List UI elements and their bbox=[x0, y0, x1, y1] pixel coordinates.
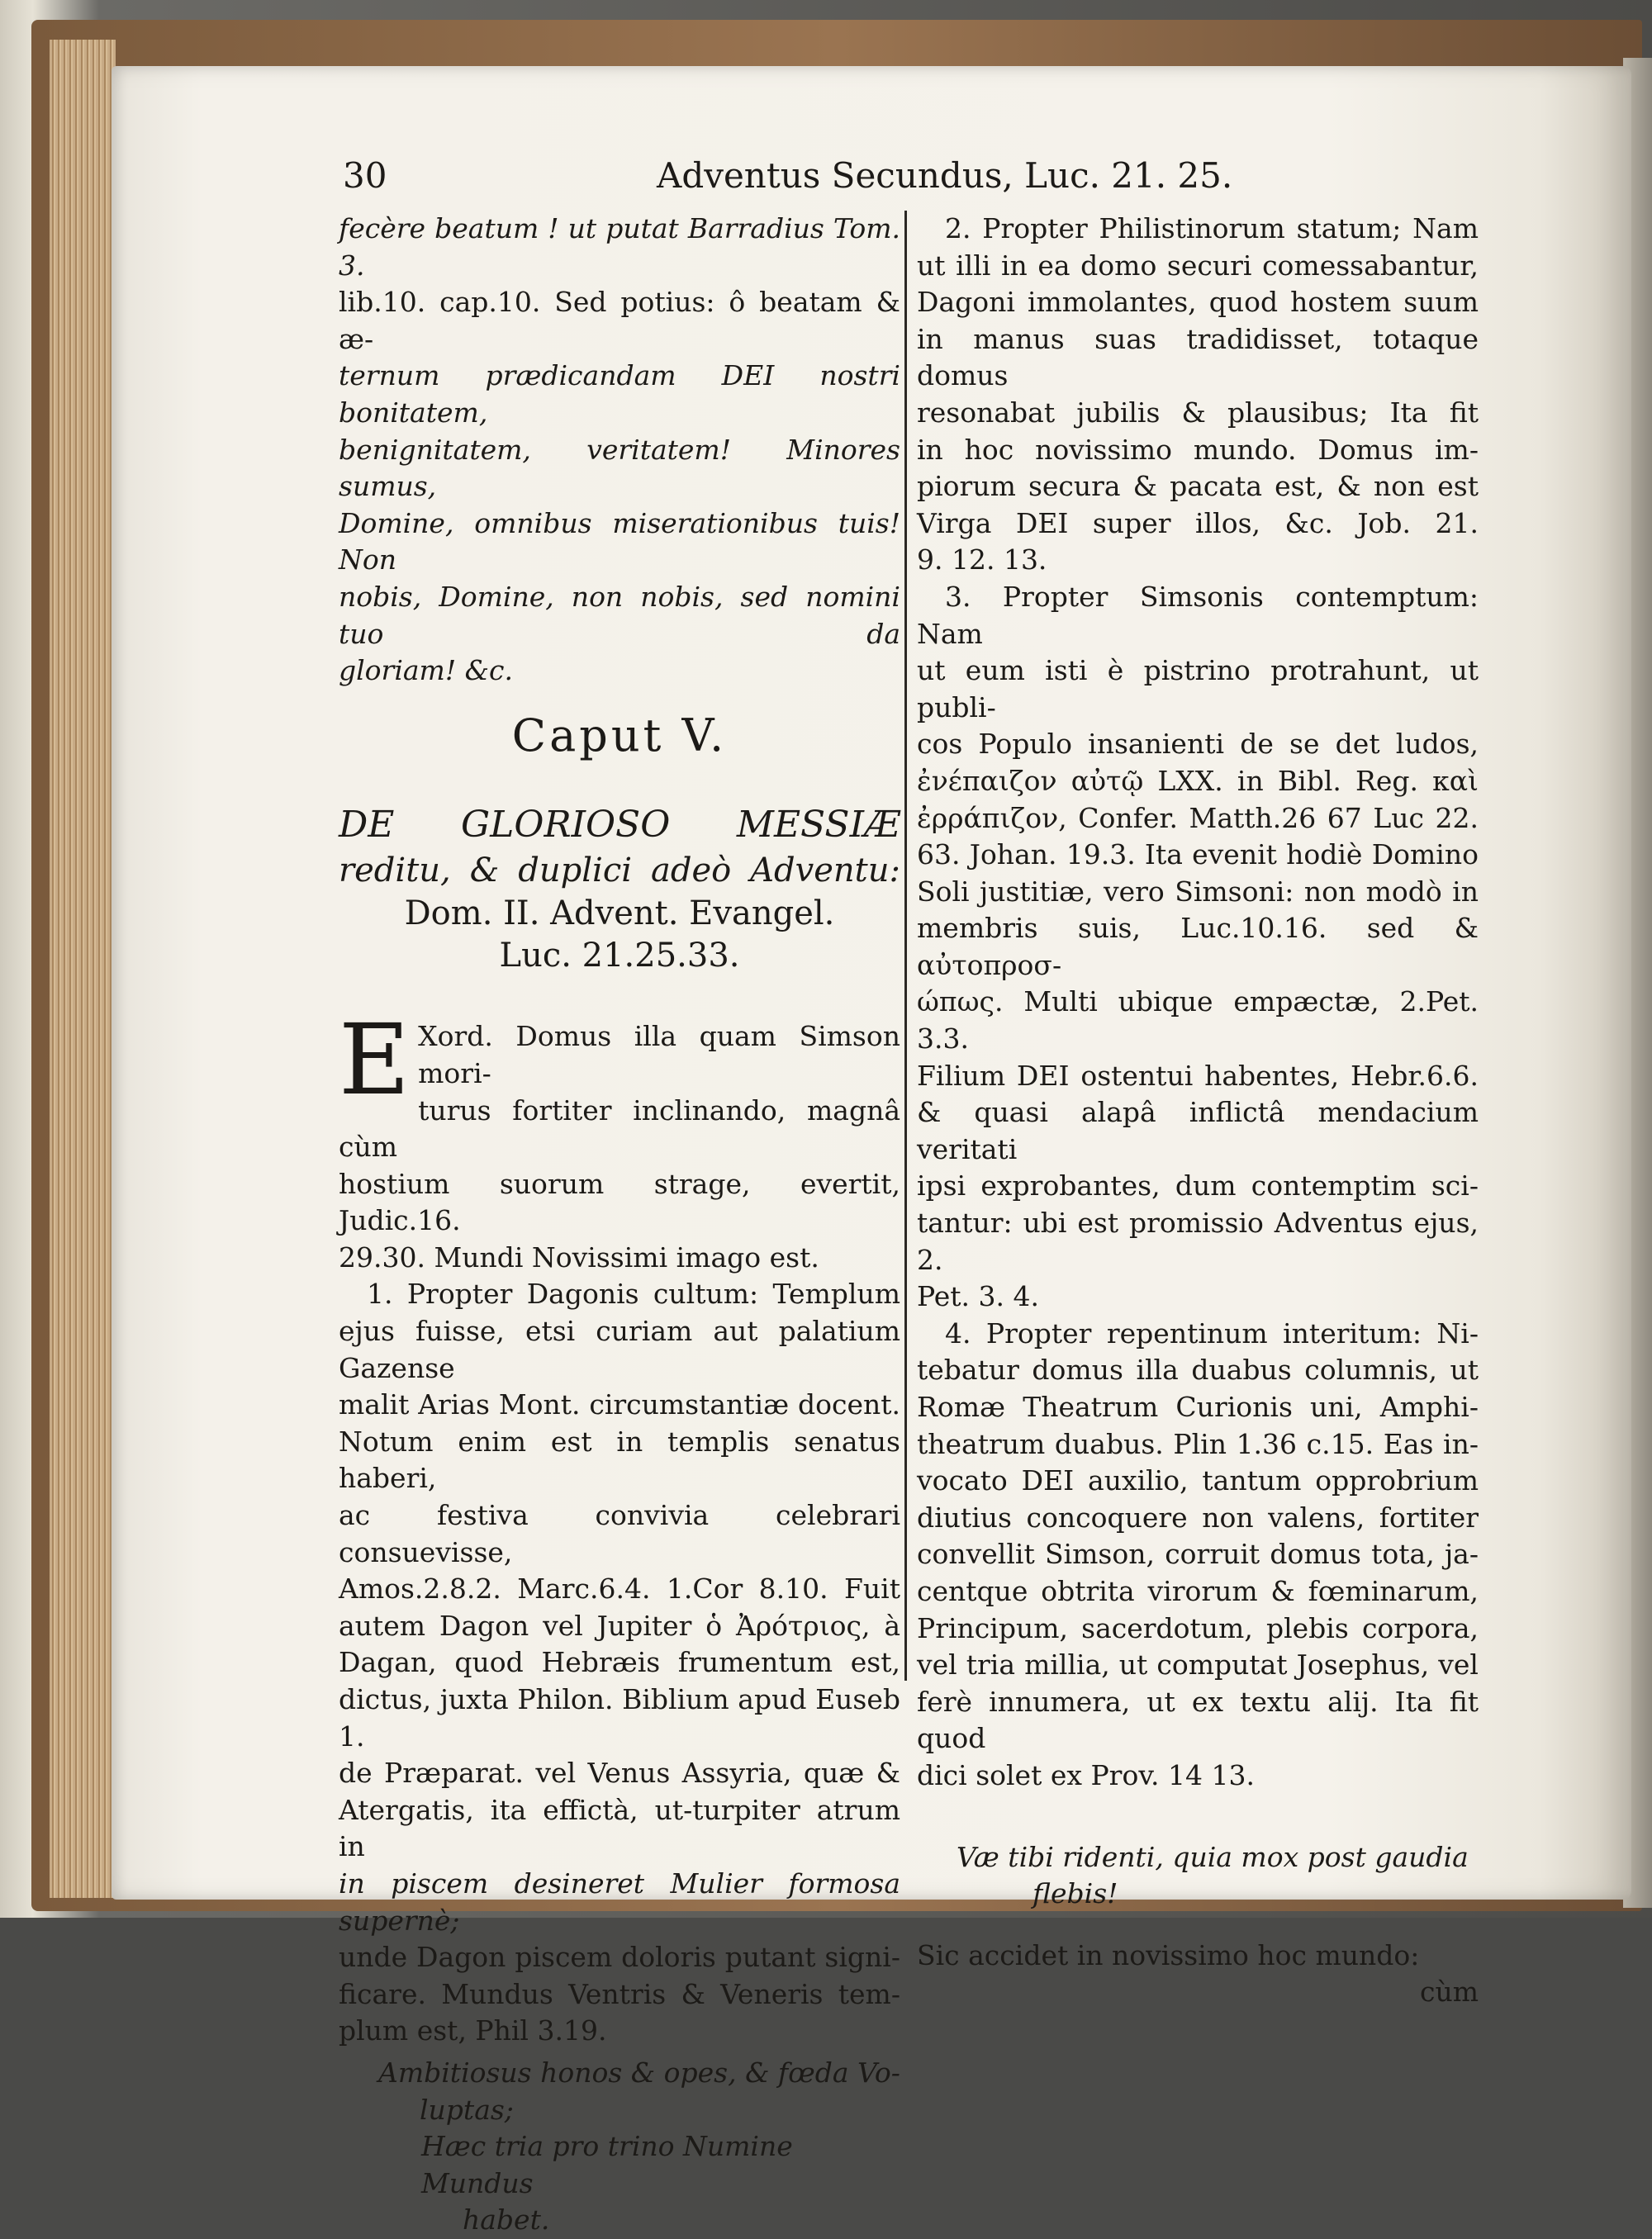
text-line: 4. Propter repentinum interitum: Ni- bbox=[945, 1316, 1479, 1350]
left-column bbox=[339, 211, 900, 2239]
text-line: Virga DEI super illos, &c. Job. 21. bbox=[917, 506, 1479, 539]
text-line: tebatur domus illa duabus columnis, ut bbox=[917, 1354, 1479, 1387]
text-line: diutius concoquere non valens, fortiter bbox=[917, 1501, 1479, 1534]
text-line: ficare. Mundus Ventris & Veneris tem- bbox=[339, 1977, 900, 2010]
chapter-title-line: reditu, & duplici adeò Adventu: bbox=[339, 851, 900, 890]
text-line: membris suis, Luc.10.16. sed & αὐτοπροσ- bbox=[917, 912, 1479, 981]
text-line: lib.10. cap.10. Sed potius: ô beatam & æ- bbox=[339, 286, 900, 355]
text-line: in hoc novissimo mundo. Domus im- bbox=[917, 433, 1479, 466]
text-line: & quasi alapâ inflictâ mendacium veritati bbox=[917, 1096, 1479, 1165]
text-line: Pet. 3. 4. bbox=[917, 1280, 1039, 1313]
text-line: ejus fuisse, etsi curiam aut palatium Gazense bbox=[339, 1315, 900, 1384]
text-line: 29.30. Mundi Novissimi imago est. bbox=[339, 1240, 819, 1274]
text-line: gloriam! &c. bbox=[339, 654, 513, 687]
text-line: Notum enim est in templis senatus haberi, bbox=[339, 1425, 900, 1495]
text-line: piorum secura & pacata est, & non est bbox=[917, 470, 1479, 503]
text-line: theatrum duabus. Plin 1.36 c.15. Eas in- bbox=[917, 1427, 1479, 1460]
verse-line: habet. bbox=[463, 2203, 550, 2237]
text-line: Amos.2.8.2. Marc.6.4. 1.Cor 8.10. Fuit bbox=[339, 1573, 900, 1606]
drop-cap-initial: E bbox=[339, 1003, 411, 1117]
text-line: Romæ Theatrum Curionis uni, Amphi- bbox=[917, 1391, 1479, 1423]
text-line: ἐρράπιζον, Confer. Matth.26 67 Luc 22. bbox=[917, 801, 1479, 834]
text-line: Xord. Domus illa quam Simson mori- bbox=[418, 1020, 900, 1089]
right-column bbox=[917, 211, 1479, 2011]
text-line: vocato DEI auxilio, tantum opprobrium bbox=[917, 1464, 1479, 1497]
text-line: 63. Johan. 19.3. Ita evenit hodiè Domino bbox=[917, 838, 1479, 871]
page-edges bbox=[50, 40, 116, 1898]
text-line: unde Dagon piscem doloris putant signi- bbox=[339, 1941, 900, 1974]
text-line: plum est, Phil 3.19. bbox=[339, 2014, 607, 2047]
text-line: dictus, juxta Philon. Biblium apud Euseb 1. bbox=[339, 1683, 900, 1753]
verse-line: Ambitiosus honos & opes, & fœda Vo- bbox=[378, 2056, 900, 2089]
text-line: hostium suorum strage, evertit, Judic.16. bbox=[339, 1167, 900, 1237]
text-line: 3. Propter Simsonis contemptum: Nam bbox=[917, 580, 1479, 650]
text-line: vel tria millia, ut computat Josephus, vel bbox=[917, 1648, 1479, 1682]
text-line: autem Dagon vel Jupiter ὁ Ἀρότριος, à bbox=[339, 1609, 900, 1642]
chapter-title-line: DE GLORIOSO MESSIÆ bbox=[339, 804, 900, 847]
text-line: ut eum isti è pistrino protrahunt, ut publi- bbox=[917, 654, 1479, 723]
text-line: Domine, omnibus miserationibus tuis! Non bbox=[339, 506, 900, 576]
text-line: Principum, sacerdotum, plebis corpora, bbox=[917, 1611, 1479, 1644]
text-line: Filium DEI ostentui habentes, Hebr.6.6. bbox=[917, 1059, 1479, 1092]
text-line: ferè innumera, ut ex textu alij. Ita fit quod bbox=[917, 1685, 1479, 1755]
page-number: 30 bbox=[343, 155, 387, 196]
text-line: 1. Propter Dagonis cultum: Templum bbox=[367, 1278, 900, 1311]
text-line: centque obtrita virorum & fœminarum, bbox=[917, 1574, 1479, 1607]
text-line: 9. 12. 13. bbox=[917, 543, 1047, 576]
running-head bbox=[343, 155, 1491, 205]
catchword: cùm bbox=[1419, 1976, 1479, 2009]
text-line: Soli justitiæ, vero Simsoni: non modò in bbox=[917, 875, 1479, 908]
chapter-heading: Caput V. bbox=[511, 709, 728, 761]
text-line: convellit Simson, corruit domus tota, ja- bbox=[917, 1538, 1479, 1571]
running-title: Adventus Secundus, Luc. 21. 25. bbox=[657, 155, 1233, 196]
text-line: ac festiva convivia celebrari consuevisse, bbox=[339, 1499, 900, 1568]
verse-line: Væ tibi ridenti, quia mox post gaudia bbox=[957, 1840, 1469, 1873]
text-line: ipsi exprobantes, dum contemptim sci- bbox=[917, 1169, 1479, 1203]
text-line: ut illi in ea domo securi comessabantur, bbox=[917, 249, 1479, 282]
text-line: resonabat jubilis & plausibus; Ita fit bbox=[917, 396, 1479, 429]
text-line: turus fortiter inclinando, magnâ cùm bbox=[339, 1093, 900, 1164]
text-line: fecère beatum ! ut putat Barradius Tom. 3. bbox=[339, 212, 900, 282]
text-line: ἐνέπαιζον αὐτῷ LXX. in Bibl. Reg. καὶ bbox=[917, 764, 1479, 797]
text-line: de Præparat. vel Venus Assyria, quæ & bbox=[339, 1757, 900, 1790]
text-line: ώπως. Multi ubique empæctæ, 2.Pet. 3.3. bbox=[917, 985, 1479, 1055]
chapter-reference: Dom. II. Advent. Evangel. bbox=[404, 894, 835, 933]
text-line: dici solet ex Prov. 14 13. bbox=[917, 1758, 1255, 1791]
verse-line: Hæc tria pro trino Numine Mundus bbox=[421, 2130, 793, 2199]
text-line: Dagoni immolantes, quod hostem suum bbox=[917, 286, 1479, 319]
text-line: nobis, Domine, non nobis, sed nomini tuo da bbox=[339, 580, 900, 650]
text-line: Dagan, quod Hebræis frumentum est, bbox=[339, 1646, 900, 1679]
text-line: Sic accidet in novissimo hoc mundo: bbox=[917, 1938, 1420, 1971]
text-line: in manus suas tradidisset, totaque domus bbox=[917, 322, 1479, 392]
text-line: benignitatem, veritatem! Minores sumus, bbox=[339, 433, 900, 503]
verse-line: luptas; bbox=[420, 2093, 514, 2126]
text-line: cos Populo insanienti de se det ludos, bbox=[917, 728, 1479, 761]
verse-line: flebis! bbox=[1032, 1877, 1118, 1910]
text-line: in piscem desineret Mulier formosa supernè; bbox=[339, 1867, 900, 1937]
column-divider bbox=[904, 211, 907, 1681]
chapter-reference: Luc. 21.25.33. bbox=[499, 937, 740, 975]
text-line: 2. Propter Philistinorum statum; Nam bbox=[945, 212, 1479, 244]
text-line: tantur: ubi est promissio Adventus ejus, 2. bbox=[917, 1207, 1479, 1276]
text-line: Atergatis, ita effictà, ut-turpiter atrum in bbox=[339, 1793, 900, 1863]
text-line: malit Arias Mont. circumstantiæ docent. bbox=[339, 1388, 900, 1421]
text-line: ternum prædicandam DEI nostri bonitatem, bbox=[339, 359, 900, 429]
